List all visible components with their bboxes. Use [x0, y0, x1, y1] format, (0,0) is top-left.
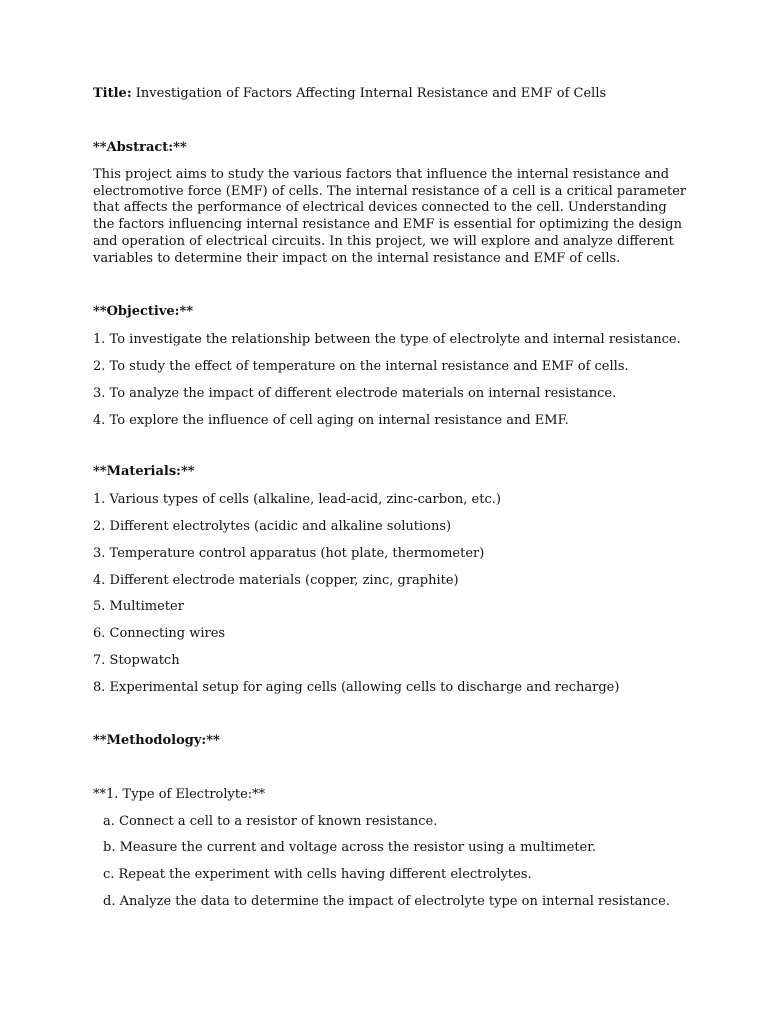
objective-item: 4. To explore the influence of cell aging on internal resistance and EMF.: [93, 413, 569, 428]
objective-heading: **Objective:**: [93, 304, 194, 319]
methodology-subheading: **1. Type of Electrolyte:**: [93, 787, 266, 802]
materials-item: 8. Experimental setup for aging cells (allowing cells to discharge and recharge): [93, 680, 620, 695]
abstract-line: the factors influencing internal resistance and EMF is essential for optimizing the design: [93, 217, 682, 233]
materials-heading: **Materials:**: [93, 464, 195, 479]
title-text: Investigation of Factors Affecting Internal Resistance and EMF of Cells: [131, 86, 607, 101]
materials-item: 5. Multimeter: [93, 599, 184, 614]
objective-item: 1. To investigate the relationship between the type of electrolyte and internal resistance.: [93, 332, 681, 347]
materials-item: 4. Different electrode materials (copper, zinc, graphite): [93, 573, 459, 588]
objective-item: 3. To analyze the impact of different electrode materials on internal resistance.: [93, 386, 617, 401]
abstract-line: variables to determine their impact on the internal resistance and EMF of cells.: [93, 250, 621, 266]
abstract-heading: **Abstract:**: [93, 140, 187, 155]
abstract-paragraph: [93, 167, 687, 267]
abstract-line: that affects the performance of electrical devices connected to the cell. Understanding: [93, 200, 667, 216]
title-label: Title:: [93, 86, 132, 101]
materials-item: 7. Stopwatch: [93, 653, 180, 668]
methodology-step: a. Connect a cell to a resistor of known resistance.: [103, 814, 438, 829]
abstract-line: electromotive force (EMF) of cells. The internal resistance of a cell is a critical parameter: [93, 183, 687, 199]
methodology-step: d. Analyze the data to determine the impact of electrolyte type on internal resistance.: [103, 894, 670, 909]
abstract-line: This project aims to study the various factors that influence the internal resistance and: [93, 167, 670, 182]
methodology-step: b. Measure the current and voltage across the resistor using a multimeter.: [103, 840, 597, 855]
objective-item: 2. To study the effect of temperature on the internal resistance and EMF of cells.: [93, 359, 629, 374]
materials-item: 1. Various types of cells (alkaline, lead-acid, zinc-carbon, etc.): [93, 492, 501, 507]
materials-item: 3. Temperature control apparatus (hot plate, thermometer): [93, 546, 485, 561]
methodology-step: c. Repeat the experiment with cells having different electrolytes.: [103, 867, 532, 882]
methodology-heading: **Methodology:**: [93, 733, 220, 748]
document-title: [93, 86, 606, 102]
materials-item: 2. Different electrolytes (acidic and alkaline solutions): [93, 519, 452, 534]
materials-item: 6. Connecting wires: [93, 626, 226, 641]
abstract-line: and operation of electrical circuits. In this project, we will explore and analyze different: [93, 233, 674, 249]
